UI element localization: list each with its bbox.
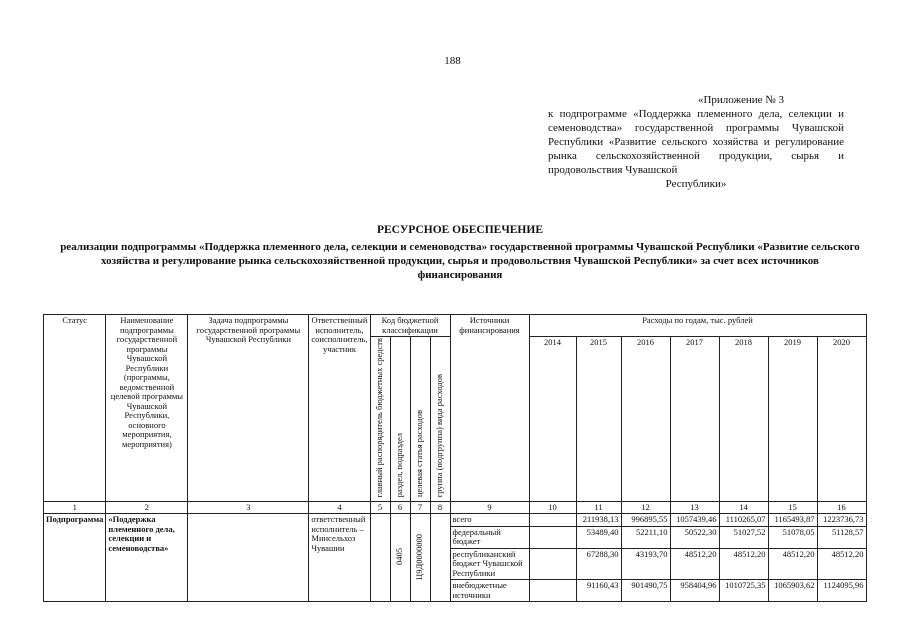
value-cell: 67288,30 <box>576 548 621 580</box>
header-year: 2019 <box>768 337 817 502</box>
value-cell: 48512,20 <box>768 548 817 580</box>
value-cell: 51027,52 <box>719 526 768 548</box>
col-number: 13 <box>670 501 719 514</box>
header-expenses: Расходы по годам, тыс. рублей <box>529 315 866 337</box>
header-code-grbs: главный распорядитель бюджетных средств <box>374 338 385 498</box>
header-row-1 <box>44 315 867 337</box>
value-cell: 43193,70 <box>621 548 670 580</box>
value-cell: 1065903,62 <box>768 580 817 602</box>
source-label: республиканский бюджет Чувашской Республики <box>450 548 529 580</box>
header-code-group-cell <box>430 337 450 502</box>
col-number: 10 <box>529 501 576 514</box>
table-row <box>44 514 867 527</box>
row-target: Ц9Д0000000 <box>414 533 425 580</box>
header-executor: Ответственный исполнитель, соисполнитель, участник <box>309 315 370 502</box>
value-cell <box>529 526 576 548</box>
header-year: 2017 <box>670 337 719 502</box>
col-number: 1 <box>44 501 106 514</box>
column-numbers-row <box>44 501 867 514</box>
header-code-section-cell <box>390 337 410 502</box>
value-cell: 53489,40 <box>576 526 621 548</box>
value-cell: 48512,20 <box>719 548 768 580</box>
header-source: Источники финансирования <box>450 315 529 502</box>
col-number: 11 <box>576 501 621 514</box>
value-cell: 91160,43 <box>576 580 621 602</box>
row-executor: ответственный исполнитель – Минсельхоз Чувашии <box>309 514 370 602</box>
header-task: Задача подпрограммы государственной программы Чувашской Республики <box>188 315 309 502</box>
row-section: 0405 <box>394 548 405 566</box>
value-cell <box>529 548 576 580</box>
header-year: 2020 <box>817 337 866 502</box>
value-cell <box>529 580 576 602</box>
header-budget-code: Код бюджетной классификации <box>370 315 450 337</box>
col-number: 9 <box>450 501 529 514</box>
row-name: «Поддержка племенного дела, селекции и семеноводства» <box>106 514 188 602</box>
value-cell: 51128,57 <box>817 526 866 548</box>
col-number: 15 <box>768 501 817 514</box>
col-number: 12 <box>621 501 670 514</box>
value-cell: 51078,05 <box>768 526 817 548</box>
header-code-grbs-cell <box>370 337 390 502</box>
row-target-cell <box>410 514 430 602</box>
value-cell <box>529 514 576 527</box>
appendix-last-line: Республики» <box>665 178 727 190</box>
row-code-group <box>430 514 450 602</box>
resource-table <box>43 314 867 602</box>
value-cell: 48512,20 <box>670 548 719 580</box>
col-number: 6 <box>390 501 410 514</box>
col-number: 7 <box>410 501 430 514</box>
header-year: 2014 <box>529 337 576 502</box>
col-number: 3 <box>188 501 309 514</box>
header-year: 2018 <box>719 337 768 502</box>
header-code-target: целевая статья расходов <box>414 410 425 498</box>
value-cell: 901490,75 <box>621 580 670 602</box>
col-number: 5 <box>370 501 390 514</box>
col-number: 2 <box>106 501 188 514</box>
page-number: 188 <box>444 55 461 67</box>
col-number: 4 <box>309 501 370 514</box>
value-cell: 996895,55 <box>621 514 670 527</box>
source-label: федеральный бюджет <box>450 526 529 548</box>
row-code-grbs <box>370 514 390 602</box>
row-section-cell <box>390 514 410 602</box>
col-number: 16 <box>817 501 866 514</box>
value-cell: 1165493,87 <box>768 514 817 527</box>
value-cell: 1124095,96 <box>817 580 866 602</box>
value-cell: 958404,96 <box>670 580 719 602</box>
header-status: Статус <box>44 315 106 502</box>
header-name: Наименование подпрограммы государственной программы Чувашской Республики (программы, ведомственной целевой программы Чувашской Республики, основного мероприятия, мероприятия) <box>106 315 188 502</box>
header-code-group: группа (подгруппа) вида расходов <box>434 374 445 498</box>
source-label: всего <box>450 514 529 527</box>
source-label: внебюджетные источники <box>450 580 529 602</box>
document-title: РЕСУРСНОЕ ОБЕСПЕЧЕНИЕ <box>376 224 543 236</box>
value-cell: 50522,30 <box>670 526 719 548</box>
value-cell: 1223736,73 <box>817 514 866 527</box>
value-cell: 52211,10 <box>621 526 670 548</box>
appendix-body: к подпрограмме «Поддержка племенного дела, селекции и семеноводства» государственной программы Чувашской Республики «Развитие сельского хозяйства и регулирование рынка сельскохозяйственной продукции, сырья и продовольствия Чувашской <box>548 108 844 176</box>
header-code-target-cell <box>410 337 430 502</box>
value-cell: 1110265,07 <box>719 514 768 527</box>
header-code-section: раздел, подраздел <box>394 433 405 498</box>
header-year: 2016 <box>621 337 670 502</box>
col-number: 14 <box>719 501 768 514</box>
value-cell: 211938,13 <box>576 514 621 527</box>
document-subtitle: реализации подпрограммы «Поддержка племенного дела, селекции и семеноводства» государственной программы Чувашской Республики «Развитие сельского хозяйства и регулирование рынка сельскохозяйственной продукции, сырья и продовольствия Чувашской Республики» за счет всех источников финансирования <box>60 241 860 281</box>
value-cell: 48512,20 <box>817 548 866 580</box>
row-status: Подпрограмма <box>44 514 106 602</box>
value-cell: 1010725,35 <box>719 580 768 602</box>
appendix-note <box>548 93 844 191</box>
col-number: 8 <box>430 501 450 514</box>
value-cell: 1057439,46 <box>670 514 719 527</box>
row-task <box>188 514 309 602</box>
appendix-title: «Приложение № 3 <box>697 94 785 106</box>
header-year: 2015 <box>576 337 621 502</box>
